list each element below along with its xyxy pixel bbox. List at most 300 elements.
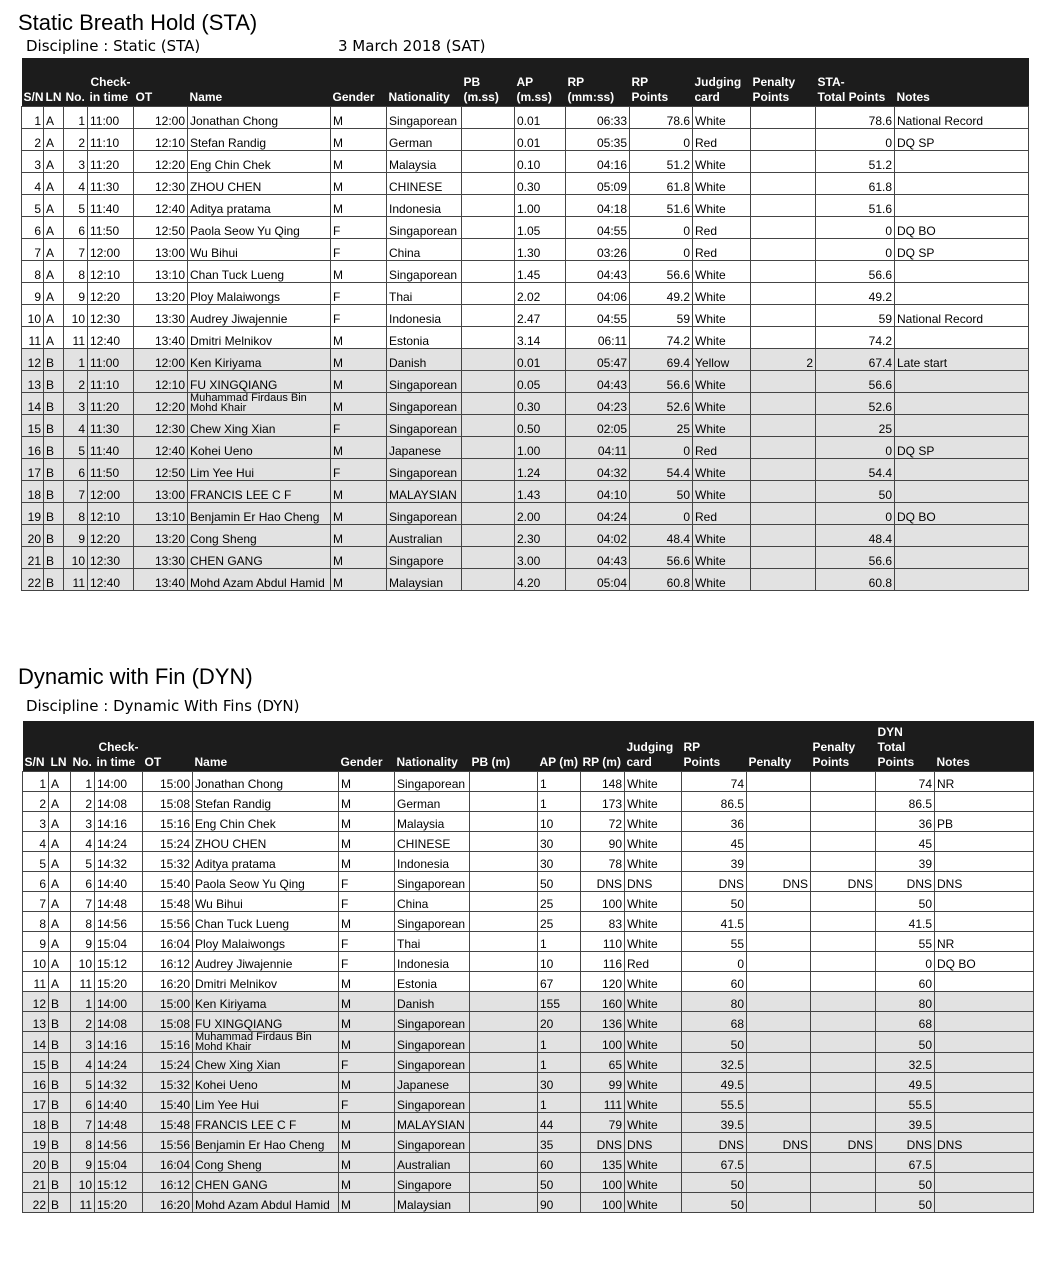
dyn-cell: B	[49, 1092, 71, 1112]
dyn-cell	[811, 1011, 876, 1031]
sta-cell: 11:20	[88, 150, 134, 172]
dyn-cell	[470, 1092, 538, 1112]
sta-cell	[462, 106, 515, 128]
header-label: Gender	[340, 754, 383, 769]
sta-cell: 14	[22, 392, 44, 414]
dyn-cell: Singaporean	[395, 1011, 470, 1031]
sta-cell: B	[44, 546, 64, 568]
sta-cell	[895, 392, 1029, 414]
sta-cell: 04:55	[566, 304, 630, 326]
dyn-cell: 15:12	[95, 1172, 143, 1192]
sta-cell: B	[44, 370, 64, 392]
sta-cell: 16	[22, 436, 44, 458]
dyn-cell: M	[339, 1031, 395, 1052]
sta-cell: M	[331, 128, 387, 150]
dyn-cell: Japanese	[395, 1072, 470, 1092]
header-label: RP	[631, 74, 649, 89]
dyn-cell: 1	[71, 991, 95, 1011]
dyn-cell: 15:00	[143, 771, 193, 791]
header-label: in time	[89, 89, 129, 104]
dyn-cell	[747, 1072, 811, 1092]
dyn-results-table	[22, 721, 1034, 1213]
dyn-cell	[747, 931, 811, 951]
header-label: S/N	[23, 89, 44, 104]
sta-cell: 12:40	[134, 436, 188, 458]
dyn-cell: DNS	[811, 871, 876, 891]
sta-cell: M	[331, 348, 387, 370]
sta-cell: 12:10	[134, 128, 188, 150]
dyn-cell: Singaporean	[395, 1031, 470, 1052]
dyn-cell: 16:12	[143, 951, 193, 971]
sta-cell	[751, 172, 816, 194]
dyn-cell: DNS	[625, 871, 682, 891]
dyn-cell: Chan Tuck Lueng	[193, 911, 339, 931]
sta-cell	[462, 436, 515, 458]
dyn-cell	[747, 1011, 811, 1031]
sta-cell: 0	[630, 128, 693, 150]
dyn-cell: 15:08	[143, 791, 193, 811]
sta-cell: 18	[22, 480, 44, 502]
dyn-cell: 15:20	[95, 1192, 143, 1212]
sta-cell: 61.8	[816, 172, 895, 194]
dyn-cell: B	[49, 1152, 71, 1172]
sta-cell: Ploy Malaiwongs	[188, 282, 331, 304]
dyn-cell	[935, 911, 1034, 931]
dyn-cell: 1	[538, 931, 581, 951]
dyn-cell: 50	[876, 1031, 935, 1052]
dyn-cell	[811, 1172, 876, 1192]
dyn-cell: Australian	[395, 1152, 470, 1172]
sta-cell	[462, 370, 515, 392]
dyn-cell: White	[625, 791, 682, 811]
table-row	[22, 502, 1029, 524]
dyn-cell: 32.5	[682, 1052, 747, 1072]
sta-cell: 9	[64, 524, 88, 546]
dyn-cell: 100	[581, 1192, 625, 1212]
header-label: RP	[683, 739, 701, 754]
sta-cell: F	[331, 414, 387, 436]
sta-cell: 0	[816, 216, 895, 238]
dyn-cell: 10	[538, 811, 581, 831]
sta-cell: 12:30	[88, 304, 134, 326]
sta-cell: 11:00	[88, 106, 134, 128]
dyn-cell	[747, 1192, 811, 1212]
dyn-cell: 6	[71, 871, 95, 891]
sta-cell: 2.02	[515, 282, 566, 304]
dyn-cell: A	[49, 791, 71, 811]
dyn-cell: 10	[71, 1172, 95, 1192]
dyn-cell: F	[339, 1092, 395, 1112]
sta-cell: 19	[22, 502, 44, 524]
sta-cell: 13:30	[134, 546, 188, 568]
sta-cell: B	[44, 480, 64, 502]
dyn-cell: 100	[581, 1172, 625, 1192]
dyn-cell: 148	[581, 771, 625, 791]
dyn-cell	[747, 1031, 811, 1052]
dyn-cell	[935, 1172, 1034, 1192]
sta-cell: 0.50	[515, 414, 566, 436]
sta-cell: 0	[816, 436, 895, 458]
dyn-cell: 14:40	[95, 1092, 143, 1112]
dyn-cell: 1	[71, 771, 95, 791]
dyn-cell	[935, 991, 1034, 1011]
dyn-cell: White	[625, 1152, 682, 1172]
sta-cell: 12:20	[134, 392, 188, 414]
dyn-cell: Malaysia	[395, 811, 470, 831]
sta-cell: Kohei Ueno	[188, 436, 331, 458]
sta-cell	[895, 480, 1029, 502]
dyn-cell: M	[339, 1011, 395, 1031]
dyn-col-header	[193, 721, 339, 771]
sta-cell: 54.4	[630, 458, 693, 480]
sta-cell: 74.2	[816, 326, 895, 348]
dyn-cell: F	[339, 951, 395, 971]
sta-cell: 15	[22, 414, 44, 436]
sta-cell: Late start	[895, 348, 1029, 370]
table-row	[23, 791, 1034, 811]
dyn-col-header	[682, 721, 747, 771]
dyn-cell	[747, 851, 811, 871]
dyn-cell: 39.5	[876, 1112, 935, 1132]
table-row	[22, 238, 1029, 260]
sta-cell	[751, 370, 816, 392]
sta-cell: Indonesia	[387, 194, 462, 216]
dyn-cell: White	[625, 931, 682, 951]
sta-cell: A	[44, 282, 64, 304]
sta-cell: A	[44, 128, 64, 150]
dyn-cell: 14:32	[95, 1072, 143, 1092]
dyn-discipline: Discipline : Dynamic With Fins (DYN)	[26, 697, 300, 715]
dyn-cell: 10	[538, 951, 581, 971]
sta-cell: 12:00	[134, 348, 188, 370]
dyn-col-header	[49, 721, 71, 771]
dyn-cell: 4	[23, 831, 49, 851]
dyn-cell: 10	[23, 951, 49, 971]
sta-cell: Singapore	[387, 546, 462, 568]
dyn-cell: A	[49, 971, 71, 991]
dyn-cell: 90	[581, 831, 625, 851]
dyn-cell: Mohd Azam Abdul Hamid	[193, 1192, 339, 1212]
sta-cell: 10	[22, 304, 44, 326]
sta-cell: 74.2	[630, 326, 693, 348]
sta-cell: 12:30	[134, 414, 188, 436]
header-label: (mm:ss)	[567, 89, 615, 104]
sta-cell: 25	[630, 414, 693, 436]
dyn-cell: 14:00	[95, 771, 143, 791]
dyn-cell: 8	[71, 911, 95, 931]
dyn-cell: Jonathan Chong	[193, 771, 339, 791]
sta-cell: White	[693, 458, 751, 480]
dyn-cell	[935, 791, 1034, 811]
sta-cell: 13:30	[134, 304, 188, 326]
dyn-cell	[811, 1192, 876, 1212]
sta-cell: Singaporean	[387, 458, 462, 480]
sta-cell: 12:10	[134, 370, 188, 392]
dyn-cell	[747, 1052, 811, 1072]
dyn-cell: 15:00	[143, 991, 193, 1011]
dyn-cell: F	[339, 931, 395, 951]
dyn-cell: 0	[876, 951, 935, 971]
table-row	[22, 370, 1029, 392]
dyn-cell: White	[625, 771, 682, 791]
dyn-cell: M	[339, 851, 395, 871]
sta-cell: B	[44, 414, 64, 436]
dyn-cell: Lim Yee Hui	[193, 1092, 339, 1112]
dyn-cell	[811, 791, 876, 811]
sta-cell: 6	[22, 216, 44, 238]
header-label: S/N	[24, 754, 45, 769]
dyn-cell: 19	[23, 1132, 49, 1152]
sta-cell: DQ SP	[895, 238, 1029, 260]
dyn-cell	[811, 1072, 876, 1092]
sta-cell: 1.30	[515, 238, 566, 260]
dyn-cell: DNS	[581, 1132, 625, 1152]
sta-cell: 04:18	[566, 194, 630, 216]
sta-cell: Mohd Azam Abdul Hamid	[188, 568, 331, 590]
dyn-cell: Ken Kiriyama	[193, 991, 339, 1011]
dyn-cell: 110	[581, 931, 625, 951]
sta-cell: 13:10	[134, 260, 188, 282]
sta-cell	[751, 414, 816, 436]
sta-cell	[751, 326, 816, 348]
dyn-cell: Estonia	[395, 971, 470, 991]
table-row	[23, 991, 1034, 1011]
sta-cell	[462, 172, 515, 194]
dyn-cell: 74	[682, 771, 747, 791]
sta-cell: 05:09	[566, 172, 630, 194]
dyn-cell: 11	[71, 971, 95, 991]
sta-cell: 12:20	[88, 524, 134, 546]
sta-cell: A	[44, 172, 64, 194]
dyn-cell	[747, 791, 811, 811]
dyn-cell: Kohei Ueno	[193, 1072, 339, 1092]
sta-cell	[751, 194, 816, 216]
sta-cell: M	[331, 502, 387, 524]
table-row	[23, 1072, 1034, 1092]
sta-cell: 0	[630, 216, 693, 238]
dyn-cell: 50	[538, 1172, 581, 1192]
sta-cell: 0	[630, 238, 693, 260]
dyn-cell: 72	[581, 811, 625, 831]
sta-cell: 56.6	[630, 370, 693, 392]
sta-cell: 48.4	[630, 524, 693, 546]
dyn-cell: A	[49, 951, 71, 971]
dyn-cell	[470, 1192, 538, 1212]
dyn-cell	[470, 1011, 538, 1031]
dyn-cell: B	[49, 1072, 71, 1092]
sta-cell: 50	[816, 480, 895, 502]
dyn-cell: DNS	[747, 1132, 811, 1152]
sta-cell: Wu Bihui	[188, 238, 331, 260]
sta-cell: 5	[64, 436, 88, 458]
dyn-cell: 6	[71, 1092, 95, 1112]
dyn-cell	[811, 1052, 876, 1072]
sta-col-header	[22, 58, 44, 106]
dyn-cell: ZHOU CHEN	[193, 831, 339, 851]
sta-cell: A	[44, 238, 64, 260]
dyn-cell: M	[339, 771, 395, 791]
sta-cell: 06:33	[566, 106, 630, 128]
dyn-cell	[470, 1132, 538, 1152]
sta-cell	[751, 436, 816, 458]
table-row	[23, 1132, 1034, 1152]
sta-cell: 5	[64, 194, 88, 216]
sta-cell: 0.30	[515, 392, 566, 414]
dyn-cell: B	[49, 1052, 71, 1072]
dyn-cell: Singaporean	[395, 1052, 470, 1072]
dyn-cell: 14:48	[95, 1112, 143, 1132]
table-row	[22, 150, 1029, 172]
dyn-cell: Aditya pratama	[193, 851, 339, 871]
sta-cell: Chan Tuck Lueng	[188, 260, 331, 282]
sta-cell: Yellow	[693, 348, 751, 370]
sta-cell: Singaporean	[387, 260, 462, 282]
dyn-cell: B	[49, 1011, 71, 1031]
dyn-cell: 5	[71, 851, 95, 871]
dyn-cell: 30	[538, 831, 581, 851]
dyn-cell: 80	[876, 991, 935, 1011]
sta-cell: 11:10	[88, 128, 134, 150]
sta-cell: 11:40	[88, 436, 134, 458]
dyn-cell: Singaporean	[395, 911, 470, 931]
sta-cell: White	[693, 106, 751, 128]
dyn-cell: 173	[581, 791, 625, 811]
dyn-cell	[470, 931, 538, 951]
dyn-cell: 2	[23, 791, 49, 811]
sta-cell: 11:50	[88, 458, 134, 480]
dyn-cell: 100	[581, 1031, 625, 1052]
sta-cell: 17	[22, 458, 44, 480]
dyn-cell	[470, 811, 538, 831]
dyn-cell: 45	[876, 831, 935, 851]
sta-cell: 04:02	[566, 524, 630, 546]
sta-cell: 8	[22, 260, 44, 282]
dyn-cell: 50	[682, 1192, 747, 1212]
sta-cell: 12:40	[134, 194, 188, 216]
sta-cell: 9	[64, 282, 88, 304]
dyn-cell	[935, 1072, 1034, 1092]
dyn-cell: White	[625, 851, 682, 871]
dyn-cell: 1	[538, 1031, 581, 1052]
sta-cell	[751, 216, 816, 238]
header-label: Points	[631, 89, 669, 104]
dyn-cell	[811, 1092, 876, 1112]
dyn-cell	[747, 771, 811, 791]
sta-cell	[751, 238, 816, 260]
sta-cell: 48.4	[816, 524, 895, 546]
dyn-cell	[747, 911, 811, 931]
header-label: Check-	[98, 739, 139, 754]
sta-cell: 11:40	[88, 194, 134, 216]
dyn-cell: 1	[538, 1092, 581, 1112]
sta-cell: DQ BO	[895, 502, 1029, 524]
table-row	[22, 194, 1029, 216]
sta-cell: Muhammad Firdaus Bin Mohd Khair	[188, 392, 331, 414]
sta-cell: MALAYSIAN	[387, 480, 462, 502]
sta-cell: Malaysian	[387, 568, 462, 590]
table-row	[22, 392, 1029, 414]
dyn-col-header	[71, 721, 95, 771]
sta-cell: Dmitri Melnikov	[188, 326, 331, 348]
dyn-cell: 1	[538, 791, 581, 811]
sta-cell: 13:00	[134, 238, 188, 260]
sta-cell: Red	[693, 238, 751, 260]
dyn-cell: 4	[71, 1052, 95, 1072]
dyn-cell: 86.5	[876, 791, 935, 811]
sta-cell	[751, 260, 816, 282]
sta-cell: B	[44, 348, 64, 370]
dyn-cell: B	[49, 991, 71, 1011]
sta-cell	[462, 458, 515, 480]
sta-cell: Lim Yee Hui	[188, 458, 331, 480]
dyn-cell: 9	[23, 931, 49, 951]
sta-cell: 13:40	[134, 326, 188, 348]
sta-cell: 8	[64, 260, 88, 282]
sta-cell: 1.24	[515, 458, 566, 480]
dyn-cell: 16:04	[143, 931, 193, 951]
sta-cell: 59	[630, 304, 693, 326]
dyn-cell	[747, 991, 811, 1011]
header-label: RP (m)	[582, 754, 621, 769]
dyn-cell: M	[339, 1152, 395, 1172]
dyn-cell	[470, 971, 538, 991]
dyn-cell: A	[49, 891, 71, 911]
dyn-cell: 90	[538, 1192, 581, 1212]
sta-cell: 10	[64, 304, 88, 326]
dyn-cell: 15:48	[143, 891, 193, 911]
dyn-cell	[747, 1172, 811, 1192]
sta-cell: Audrey Jiwajennie	[188, 304, 331, 326]
dyn-cell	[811, 991, 876, 1011]
table-row	[23, 1172, 1034, 1192]
dyn-cell: 55.5	[876, 1092, 935, 1112]
sta-cell: 6	[64, 216, 88, 238]
sta-cell: 12	[22, 348, 44, 370]
sta-cell	[462, 546, 515, 568]
dyn-cell: Danish	[395, 991, 470, 1011]
dyn-cell: M	[339, 1192, 395, 1212]
dyn-cell: M	[339, 1112, 395, 1132]
sta-cell: 56.6	[816, 546, 895, 568]
dyn-cell	[935, 1011, 1034, 1031]
dyn-cell: 15:16	[143, 1031, 193, 1052]
dyn-cell: DNS	[581, 871, 625, 891]
sta-col-header	[566, 58, 630, 106]
sta-cell: M	[331, 370, 387, 392]
sta-cell: 8	[64, 502, 88, 524]
sta-cell: 22	[22, 568, 44, 590]
table-row	[23, 771, 1034, 791]
dyn-cell: M	[339, 971, 395, 991]
table-row	[23, 871, 1034, 891]
dyn-cell: 13	[23, 1011, 49, 1031]
dyn-cell: Chew Xing Xian	[193, 1052, 339, 1072]
header-label: Total Points	[817, 89, 886, 104]
sta-cell: 2.47	[515, 304, 566, 326]
sta-cell: 0	[816, 502, 895, 524]
sta-cell: 04:43	[566, 546, 630, 568]
sta-cell: White	[693, 194, 751, 216]
dyn-cell: NR	[935, 931, 1034, 951]
header-label: card	[694, 89, 720, 104]
table-row	[22, 458, 1029, 480]
sta-cell: National Record	[895, 106, 1029, 128]
dyn-col-header	[747, 721, 811, 771]
sta-cell: 4.20	[515, 568, 566, 590]
dyn-cell: 14:56	[95, 911, 143, 931]
dyn-cell: 60	[682, 971, 747, 991]
sta-cell: 13:20	[134, 282, 188, 304]
